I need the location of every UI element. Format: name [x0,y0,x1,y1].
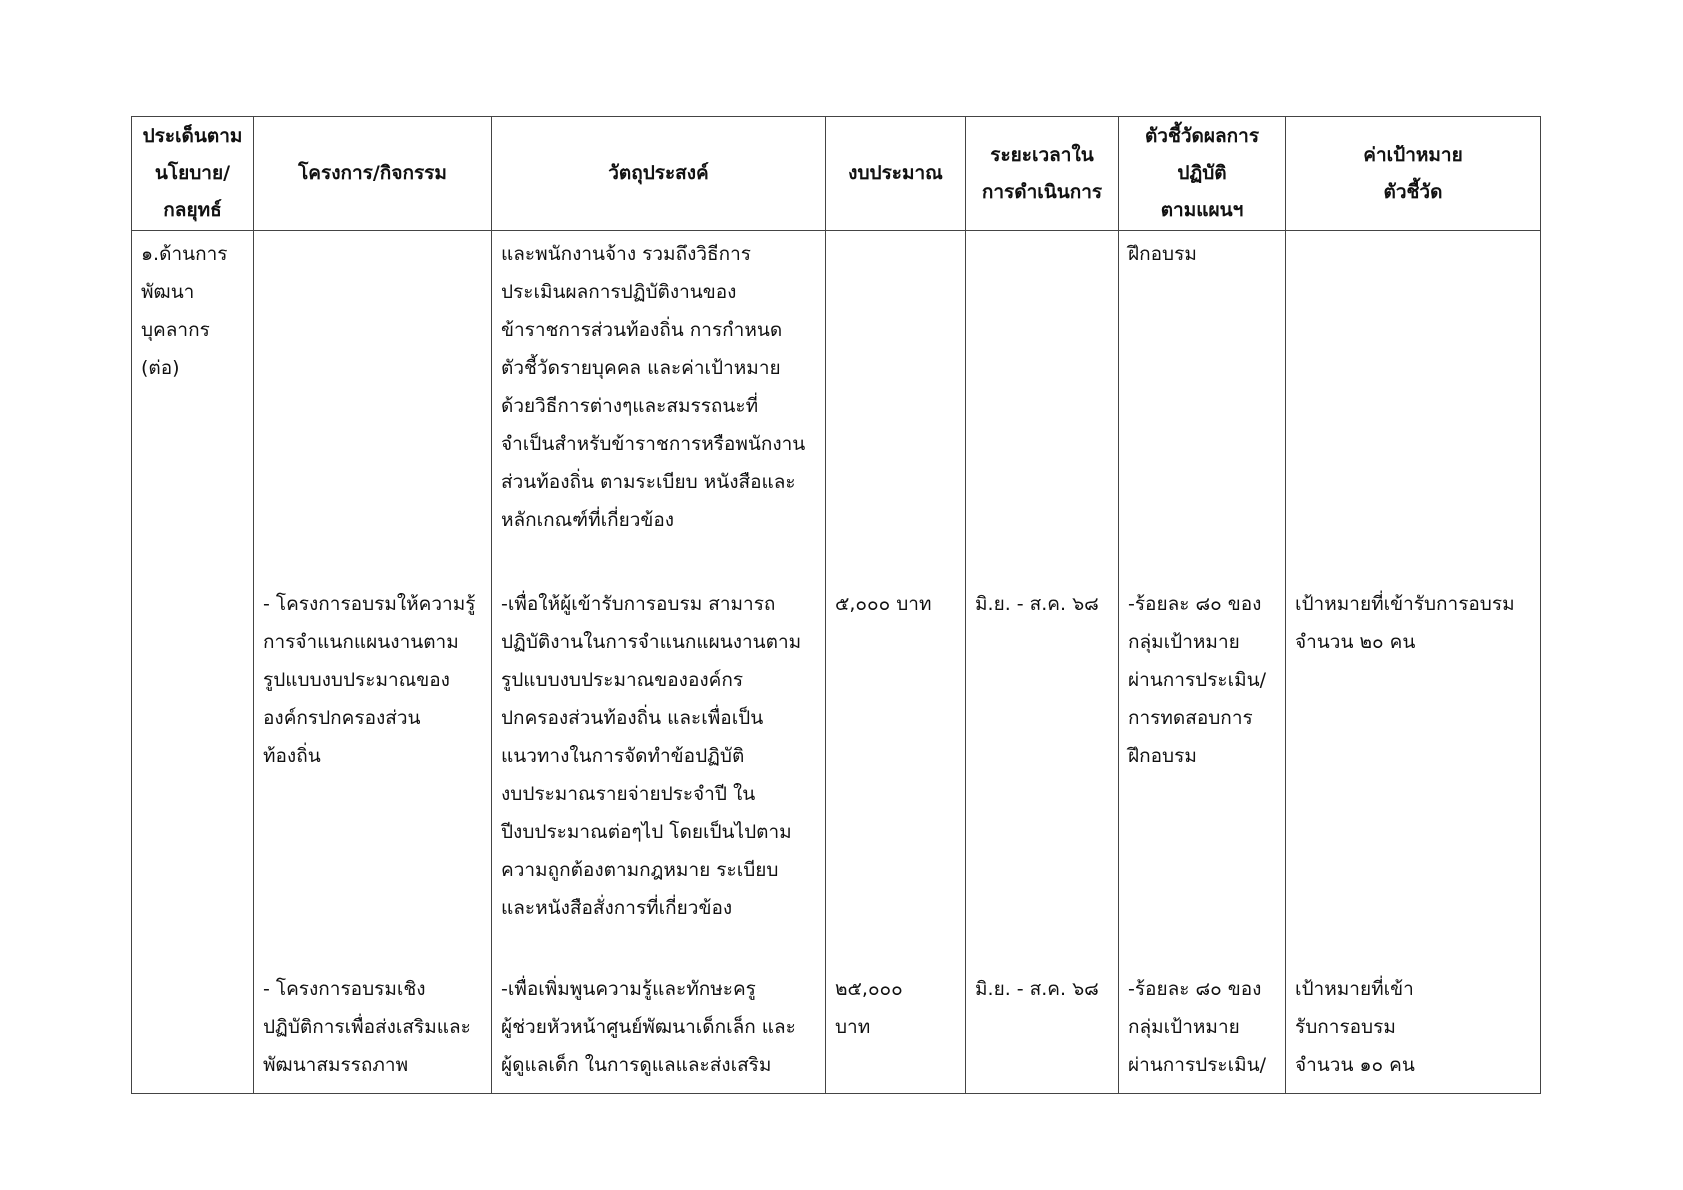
header-project: โครงการ/กิจกรรม [254,117,492,231]
cell-indicator: ฝึกอบรม [1119,231,1286,586]
cell-project: - โครงการอบรมเชิง ปฏิบัติการเพื่อส่งเสริมและ พัฒนาสมรรถภาพ [254,970,492,1094]
table-row [132,231,1541,586]
header-budget: งบประมาณ [826,117,966,231]
cell-target: เป้าหมายที่เข้ารับการอบรม จำนวน ๒๐ คน [1286,585,1541,970]
header-row [132,117,1541,231]
action-plan-table [131,116,1541,1094]
cell-policy: ๑.ด้านการ พัฒนา บุคลากร (ต่อ) [132,231,254,586]
header-indicator: ตัวชี้วัดผลการ ปฏิบัติ ตามแผนฯ [1119,117,1286,231]
cell-budget [826,231,966,586]
cell-period: มิ.ย. - ส.ค. ๖๘ [966,585,1119,970]
cell-project: - โครงการอบรมให้ความรู้ การจำแนกแผนงานตาม รูปแบบงบประมาณของ องค์กรปกครองส่วน ท้องถิ่น [254,585,492,970]
cell-objective: -เพื่อเพิ่มพูนความรู้และทักษะครู ผู้ช่วยหัวหน้าศูนย์พัฒนาเด็กเล็ก และ ผู้ดูแลเด็ก ในการดูแลและส่งเสริม [492,970,826,1094]
cell-indicator: -ร้อยละ ๘๐ ของ กลุ่มเป้าหมาย ผ่านการประเมิน/ [1119,970,1286,1094]
cell-period [966,231,1119,586]
cell-project [254,231,492,586]
cell-budget: ๒๕,๐๐๐ บาท [826,970,966,1094]
cell-policy [132,585,254,970]
cell-objective: -เพื่อให้ผู้เข้ารับการอบรม สามารถ ปฏิบัติงานในการจำแนกแผนงานตาม รูปแบบงบประมาณขององค์กร ปกครองส่วนท้องถิ่น และเพื่อเป็น แนวทางในการจัดทำข้อปฏิบัติ งบประมาณรายจ่ายประจำปี ใน ปีงบประมาณต่อๆไป โดยเป็นไปตาม ความถูกต้องตามกฎหมาย ระเบียบ และหนังสือสั่งการที่เกี่ยวข้อง [492,585,826,970]
cell-budget: ๕,๐๐๐ บาท [826,585,966,970]
cell-period: มิ.ย. - ส.ค. ๖๘ [966,970,1119,1094]
table-row [132,585,1541,970]
header-objective: วัตถุประสงค์ [492,117,826,231]
table-row [132,970,1541,1094]
header-period: ระยะเวลาใน การดำเนินการ [966,117,1119,231]
cell-target: เป้าหมายที่เข้า รับการอบรม จำนวน ๑๐ คน [1286,970,1541,1094]
cell-target [1286,231,1541,586]
header-target: ค่าเป้าหมาย ตัวชี้วัด [1286,117,1541,231]
cell-objective: และพนักงานจ้าง รวมถึงวิธีการ ประเมินผลการปฏิบัติงานของ ข้าราชการส่วนท้องถิ่น การกำหนด ตัวชี้วัดรายบุคคล และค่าเป้าหมาย ด้วยวิธีการต่างๆและสมรรถนะที่ จำเป็นสำหรับข้าราชการหรือพนักงาน ส่วนท้องถิ่น ตามระเบียบ หนังสือและ หลักเกณฑ์ที่เกี่ยวข้อง [492,231,826,586]
header-policy: ประเด็นตาม นโยบาย/ กลยุทธ์ [132,117,254,231]
cell-policy [132,970,254,1094]
cell-indicator: -ร้อยละ ๘๐ ของ กลุ่มเป้าหมาย ผ่านการประเมิน/ การทดสอบการ ฝึกอบรม [1119,585,1286,970]
